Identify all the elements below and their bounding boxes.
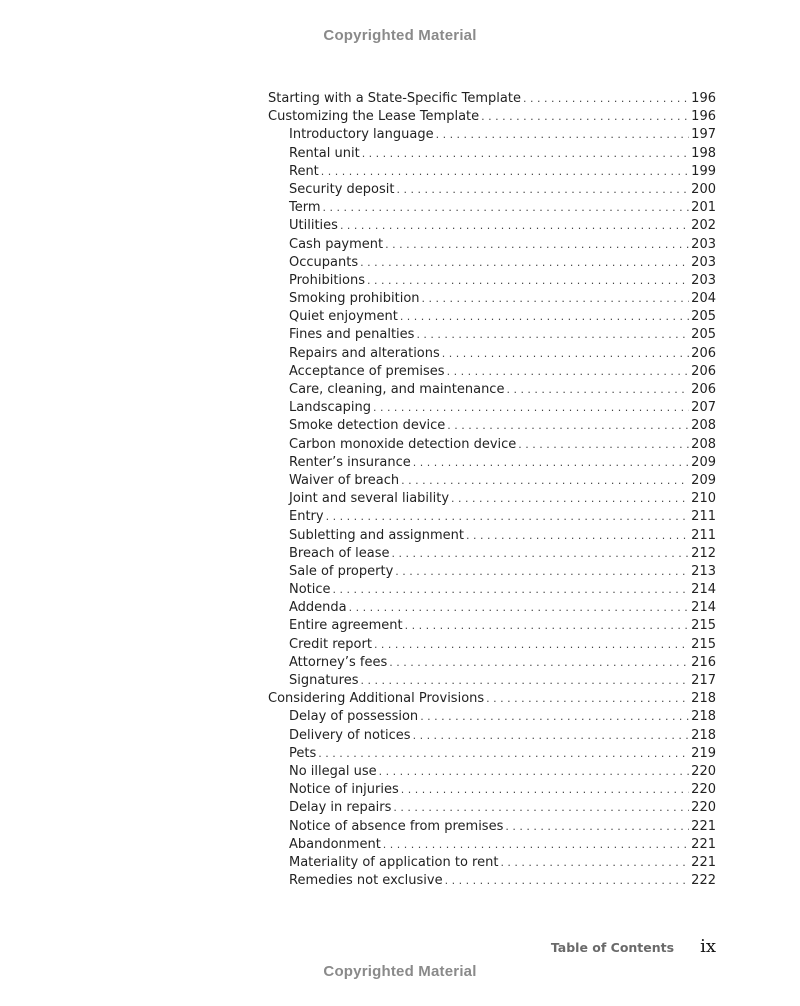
toc-entry-title: Delivery of notices — [289, 727, 411, 743]
toc-entry — [268, 454, 716, 472]
toc-entry-page: 214 — [691, 582, 716, 598]
toc-entry-page: 206 — [691, 363, 716, 379]
dot-leader — [323, 199, 690, 217]
toc-entry — [268, 599, 716, 617]
toc-entry — [268, 381, 716, 399]
copyright-watermark-top: Copyrighted Material — [323, 27, 477, 44]
toc-entry — [268, 345, 716, 363]
toc-entry-page: 221 — [691, 818, 716, 834]
dot-leader — [396, 181, 689, 199]
toc-entry-page: 222 — [691, 873, 716, 889]
toc-entry — [268, 308, 716, 326]
toc-entry-title: Introductory language — [289, 127, 434, 143]
dot-leader — [400, 308, 689, 326]
dot-leader — [389, 654, 689, 672]
toc-entry-page: 214 — [691, 600, 716, 616]
toc-entry-page: 213 — [691, 563, 716, 579]
dot-leader — [367, 272, 689, 290]
toc-entry-title: Starting with a State-Specific Template — [268, 91, 521, 106]
dot-leader — [360, 254, 689, 272]
toc-entry-page: 205 — [691, 309, 716, 325]
toc-entry-title: Security deposit — [289, 181, 395, 197]
toc-entry-title: Sale of property — [289, 563, 394, 579]
toc-entry — [268, 545, 716, 563]
toc-entry-title: Signatures — [289, 673, 359, 688]
toc-entry-page: 204 — [691, 291, 716, 307]
toc-entry-page: 203 — [691, 236, 716, 252]
dot-leader — [395, 563, 689, 581]
toc-entry-title: No illegal use — [289, 763, 377, 779]
dot-leader — [413, 454, 689, 472]
toc-entry-page: 212 — [691, 545, 716, 561]
toc-entry-title: Care, cleaning, and maintenance — [289, 382, 505, 397]
toc-entry — [268, 199, 716, 217]
dot-leader — [518, 436, 689, 454]
toc-entry-page: 215 — [691, 618, 716, 634]
running-footer-label: Table of Contents — [550, 940, 675, 955]
toc-entry-page: 197 — [691, 127, 716, 143]
toc-entry-page: 220 — [691, 763, 716, 779]
toc-entry-title: Considering Additional Provisions — [268, 691, 485, 707]
toc-entry-title: Smoking prohibition — [289, 291, 420, 307]
toc-entry — [268, 654, 716, 672]
dot-leader — [500, 854, 689, 872]
dot-leader — [436, 126, 690, 144]
dot-leader — [379, 763, 690, 781]
dot-leader — [451, 490, 689, 508]
toc-entry — [268, 617, 716, 635]
toc-entry-title: Attorney’s fees — [289, 654, 388, 670]
dot-leader — [523, 90, 689, 108]
toc-entry-title: Quiet enjoyment — [289, 309, 398, 325]
toc-entry-page: 196 — [691, 91, 716, 106]
toc-entry-page: 220 — [691, 800, 716, 816]
toc-entry-title: Delay of possession — [289, 709, 419, 725]
toc-entry-page: 221 — [691, 854, 716, 870]
toc-entry — [268, 436, 716, 454]
toc-entry-title: Rental unit — [289, 145, 360, 161]
toc-entry — [268, 254, 716, 272]
toc-entry-title: Cash payment — [289, 236, 384, 252]
toc-entry-title: Term — [289, 200, 321, 216]
toc-entry-page: 218 — [691, 727, 716, 743]
dot-leader — [442, 345, 689, 363]
toc-entry-title: Customizing the Lease Template — [268, 109, 480, 125]
toc-entry — [268, 854, 716, 872]
dot-leader — [505, 818, 689, 836]
toc-entry — [268, 417, 716, 435]
toc-entry-page: 202 — [691, 218, 716, 234]
toc-entry — [268, 163, 716, 181]
toc-entry-title: Prohibitions — [289, 272, 366, 288]
dot-leader — [383, 836, 689, 854]
table-of-contents — [268, 90, 716, 890]
toc-entry — [268, 490, 716, 508]
toc-entry-page: 205 — [691, 327, 716, 343]
toc-entry-title: Entire agreement — [289, 618, 403, 634]
dot-leader — [401, 781, 689, 799]
copyright-watermark-bottom: Copyrighted Material — [323, 963, 477, 980]
toc-entry-title: Landscaping — [289, 400, 371, 416]
dot-leader — [391, 545, 689, 563]
toc-entry — [268, 90, 716, 108]
dot-leader — [486, 690, 689, 708]
toc-entry — [268, 181, 716, 199]
toc-entry-title: Acceptance of premises — [289, 363, 445, 379]
toc-entry — [268, 745, 716, 763]
dot-leader — [373, 399, 689, 417]
toc-entry-page: 218 — [691, 709, 716, 725]
toc-entry — [268, 690, 716, 708]
toc-entry-title: Occupants — [289, 254, 359, 270]
dot-leader — [362, 145, 689, 163]
toc-entry-page: 206 — [691, 345, 716, 361]
dot-leader — [447, 417, 689, 435]
dot-leader — [374, 636, 689, 654]
toc-entry — [268, 563, 716, 581]
toc-entry — [268, 145, 716, 163]
toc-entry — [268, 326, 716, 344]
toc-entry-page: 218 — [691, 691, 716, 707]
dot-leader — [333, 581, 690, 599]
toc-entry-title: Entry — [289, 509, 324, 525]
toc-entry-title: Breach of lease — [289, 545, 390, 561]
toc-entry-title: Joint and several liability — [289, 491, 450, 507]
dot-leader — [401, 472, 689, 490]
dot-leader — [445, 872, 690, 890]
toc-entry — [268, 781, 716, 799]
toc-entry — [268, 272, 716, 290]
dot-leader — [318, 745, 689, 763]
toc-entry-page: 221 — [691, 836, 716, 852]
dot-leader — [413, 727, 690, 745]
toc-entry-page: 207 — [691, 400, 716, 416]
toc-entry-page: 201 — [691, 200, 716, 216]
toc-entry-title: Waiver of breach — [289, 472, 400, 488]
toc-entry-title: Subletting and assignment — [289, 527, 464, 543]
dot-leader — [405, 617, 690, 635]
toc-entry-title: Notice — [289, 582, 331, 598]
toc-entry-title: Smoke detection device — [289, 418, 446, 434]
toc-entry-title: Pets — [289, 745, 317, 761]
toc-entry — [268, 126, 716, 144]
toc-entry-title: Credit report — [289, 636, 372, 652]
toc-entry-page: 219 — [691, 745, 716, 761]
toc-entry-page: 206 — [691, 382, 716, 397]
toc-entry-page: 200 — [691, 181, 716, 197]
toc-entry-page: 211 — [691, 527, 716, 543]
toc-entry — [268, 508, 716, 526]
toc-entry — [268, 236, 716, 254]
toc-entry-page: 216 — [691, 654, 716, 670]
toc-entry-title: Repairs and alterations — [289, 345, 440, 361]
toc-entry-title: Renter’s insurance — [289, 454, 411, 470]
page-footer — [551, 936, 716, 957]
toc-entry — [268, 763, 716, 781]
toc-entry-page: 209 — [691, 472, 716, 488]
toc-entry — [268, 581, 716, 599]
toc-entry-title: Abandonment — [289, 836, 381, 852]
toc-entry-title: Materiality of application to rent — [289, 854, 499, 870]
toc-entry-title: Rent — [289, 163, 319, 179]
toc-entry-title: Remedies not exclusive — [289, 873, 443, 889]
toc-entry — [268, 399, 716, 417]
toc-entry-page: 196 — [691, 109, 716, 125]
toc-entry-page: 199 — [691, 163, 716, 179]
dot-leader — [506, 381, 689, 399]
toc-entry-title: Notice of absence from premises — [289, 818, 504, 834]
toc-entry — [268, 290, 716, 308]
toc-entry-title: Notice of injuries — [289, 782, 399, 798]
page-number: ix — [700, 936, 716, 957]
toc-entry — [268, 799, 716, 817]
toc-entry-title: Utilities — [289, 218, 338, 234]
toc-entry-title: Addenda — [289, 600, 347, 616]
toc-entry — [268, 217, 716, 235]
toc-entry-title: Delay in repairs — [289, 800, 392, 816]
dot-leader — [393, 799, 689, 817]
toc-entry-page: 220 — [691, 782, 716, 798]
dot-leader — [447, 363, 690, 381]
toc-entry — [268, 672, 716, 690]
toc-entry — [268, 472, 716, 490]
dot-leader — [340, 217, 689, 235]
dot-leader — [416, 326, 689, 344]
dot-leader — [349, 599, 690, 617]
toc-entry — [268, 636, 716, 654]
toc-entry — [268, 727, 716, 745]
toc-entry-page: 208 — [691, 418, 716, 434]
toc-entry-page: 203 — [691, 272, 716, 288]
dot-leader — [466, 527, 689, 545]
toc-entry-page: 215 — [691, 636, 716, 652]
toc-entry-title: Carbon monoxide detection device — [289, 436, 517, 452]
toc-entry — [268, 818, 716, 836]
toc-entry — [268, 872, 716, 890]
toc-entry-page: 209 — [691, 454, 716, 470]
toc-entry-page: 210 — [691, 491, 716, 507]
toc-entry-page: 203 — [691, 254, 716, 270]
toc-entry — [268, 108, 716, 126]
toc-entry-page: 217 — [691, 673, 716, 688]
dot-leader — [321, 163, 689, 181]
toc-entry — [268, 527, 716, 545]
toc-entry-page: 198 — [691, 145, 716, 161]
toc-entry — [268, 836, 716, 854]
dot-leader — [361, 672, 690, 690]
toc-entry-page: 211 — [691, 509, 716, 525]
dot-leader — [420, 708, 689, 726]
toc-entry — [268, 363, 716, 381]
dot-leader — [422, 290, 690, 308]
toc-entry-page: 208 — [691, 436, 716, 452]
dot-leader — [385, 236, 689, 254]
toc-entry — [268, 708, 716, 726]
toc-entry-title: Fines and penalties — [289, 327, 415, 343]
dot-leader — [326, 508, 690, 526]
dot-leader — [481, 108, 689, 126]
